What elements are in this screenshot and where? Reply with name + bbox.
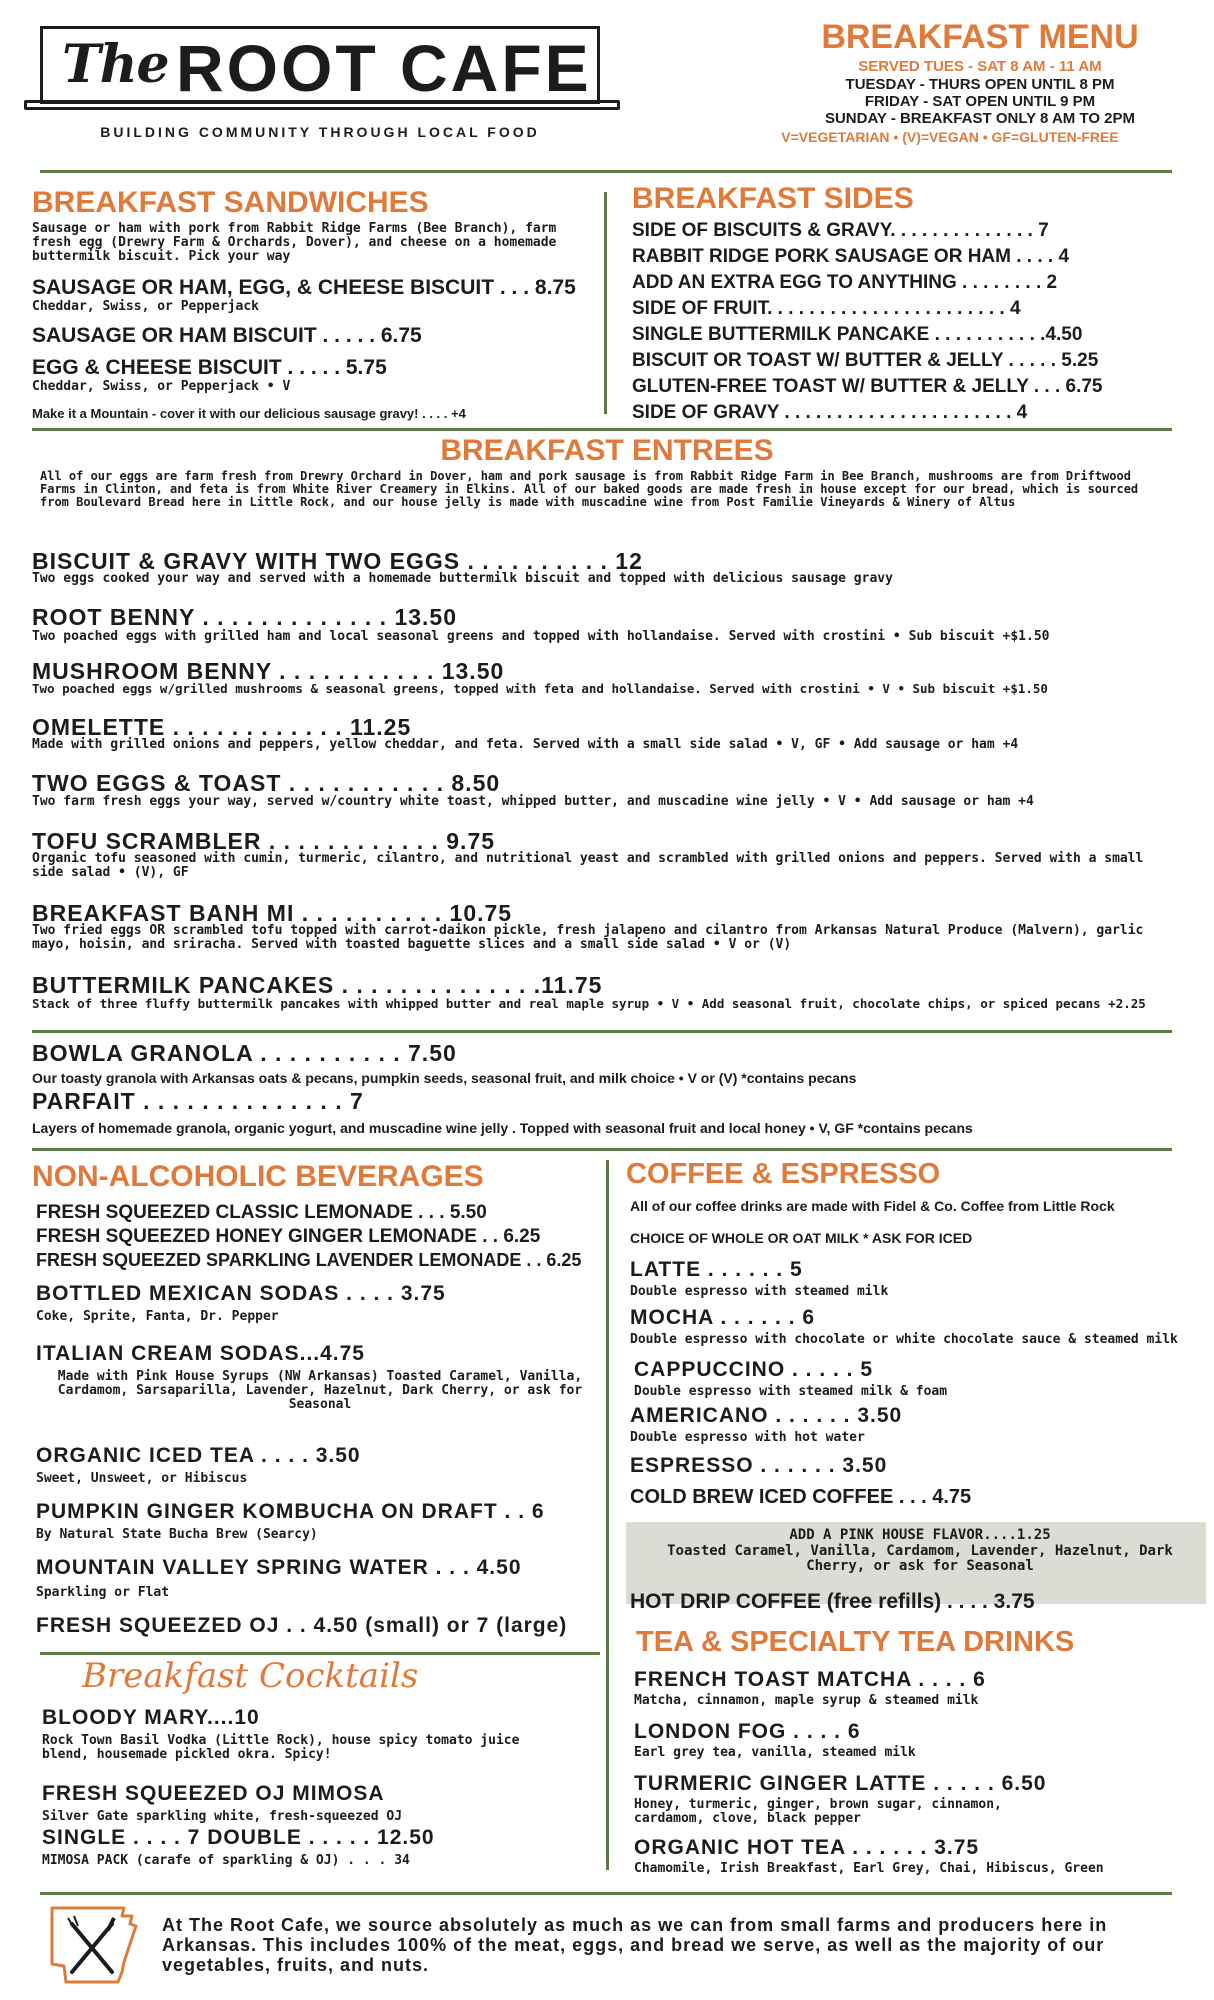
tea-desc: Chamomile, Irish Breakfast, Earl Grey, Chai, Hibiscus, Green — [634, 1861, 1104, 1876]
diet-legend: V=VEGETARIAN • (V)=VEGAN • GF=GLUTEN-FREE — [781, 129, 1119, 145]
coffee-desc: Double espresso with steamed milk & foam — [634, 1384, 948, 1399]
mimosa-sizes: SINGLE . . . . 7 DOUBLE . . . . . 12.50 — [42, 1826, 435, 1849]
entree-item: MUSHROOM BENNY . . . . . . . . . . . 13.50 — [32, 658, 505, 684]
entree-desc: Two eggs cooked your way and served with a homemade buttermilk biscuit and topped with delicious sausage gravy — [32, 571, 893, 586]
milk-choice: CHOICE OF WHOLE OR OAT MILK * ASK FOR ICED — [630, 1230, 973, 1246]
entree-item: ROOT BENNY . . . . . . . . . . . . . 13.50 — [32, 604, 458, 630]
tagline: BUILDING COMMUNITY THROUGH LOCAL FOOD — [100, 124, 540, 140]
divider — [32, 1148, 1172, 1151]
divider — [40, 170, 1172, 173]
sandwich-desc: Cheddar, Swiss, or Pepperjack • V — [32, 379, 291, 394]
beverage-desc: By Natural State Bucha Brew (Searcy) — [36, 1527, 318, 1542]
sandwich-item: SAUSAGE OR HAM, EGG, & CHEESE BISCUIT . . . 8.75 — [32, 276, 576, 299]
side-item: RABBIT RIDGE PORK SAUSAGE OR HAM . . . . 4 — [632, 246, 1070, 267]
tea-desc: Earl grey tea, vanilla, steamed milk — [634, 1745, 916, 1760]
entree-item: TWO EGGS & TOAST . . . . . . . . . . . 8.50 — [32, 770, 501, 796]
entree-desc: Two farm fresh eggs your way, served w/country white toast, whipped butter, and muscadine wine jelly • V • Add sausage or ham +4 — [32, 794, 1034, 809]
logo-the: The — [62, 34, 169, 95]
beverage-item: ITALIAN CREAM SODAS...4.75 — [36, 1342, 365, 1365]
cocktail-item: BLOODY MARY....10 — [42, 1706, 260, 1729]
entree-desc: Organic tofu seasoned with cumin, turmeric, cilantro, and nutritional yeast and scrambled with grilled onions and peppers. Served with a small side salad • (V), GF — [32, 851, 1144, 880]
side-item: SIDE OF BISCUITS & GRAVY. . . . . . . . . . . . . . 7 — [632, 220, 1049, 241]
menu-title: BREAKFAST MENU — [821, 18, 1139, 56]
served-hours: SERVED TUES - SAT 8 AM - 11 AM — [858, 58, 1102, 75]
divider — [40, 1652, 600, 1655]
mountain-upgrade: Make it a Mountain - cover it with our delicious sausage gravy! . . . . +4 — [32, 406, 466, 421]
entree-item: BISCUIT & GRAVY WITH TWO EGGS . . . . . . . . . . 12 — [32, 548, 643, 574]
coffee-desc: Double espresso with steamed milk — [630, 1284, 889, 1299]
arkansas-fork-knife-icon — [46, 1902, 142, 1988]
divider — [32, 1030, 1172, 1033]
entree-desc: Two poached eggs w/grilled mushrooms & seasonal greens, topped with feta and hollandaise. Served with crostini • V • Sub biscuit +$1.50 — [32, 681, 1048, 696]
lemonade-item: FRESH SQUEEZED HONEY GINGER LEMONADE . . 6.25 — [36, 1226, 541, 1247]
beverage-item: FRESH SQUEEZED OJ . . 4.50 (small) or 7 (large) — [36, 1614, 568, 1637]
entrees-title: BREAKFAST ENTREES — [440, 434, 774, 467]
flavor-desc: Toasted Caramel, Vanilla, Cardamom, Lavender, Hazelnut, Dark Cherry, or ask for Seasonal — [667, 1543, 1173, 1574]
coffee-intro: All of our coffee drinks are made with Fidel & Co. Coffee from Little Rock — [630, 1198, 1115, 1214]
coffee-title: COFFEE & ESPRESSO — [626, 1158, 941, 1190]
side-item: SIDE OF FRUIT. . . . . . . . . . . . . . . . . . . . . . . 4 — [632, 298, 1021, 319]
parfait-desc: Layers of homemade granola, organic yogurt, and muscadine wine jelly . Topped with seasonal fruit and local honey • V, GF *contains pecans — [32, 1120, 973, 1136]
beverage-item: PUMPKIN GINGER KOMBUCHA ON DRAFT . . 6 — [36, 1500, 545, 1523]
side-item: SINGLE BUTTERMILK PANCAKE . . . . . . . . . . .4.50 — [632, 324, 1083, 345]
beverage-item: BOTTLED MEXICAN SODAS . . . . 3.75 — [36, 1282, 446, 1305]
beverage-desc: Made with Pink House Syrups (NW Arkansas) Toasted Caramel, Vanilla, Cardamom, Sarsaparilla, Lavender, Hazelnut, Dark Cherry, or ask for Seasonal — [57, 1369, 583, 1412]
beverage-desc: Coke, Sprite, Fanta, Dr. Pepper — [36, 1309, 279, 1324]
coffee-item: LATTE . . . . . . 5 — [630, 1258, 803, 1281]
cocktails-title: Breakfast Cocktails — [82, 1656, 419, 1696]
divider — [604, 192, 607, 414]
tea-item: ORGANIC HOT TEA . . . . . . 3.75 — [634, 1836, 980, 1859]
tea-desc: Matcha, cinnamon, maple syrup & steamed milk — [634, 1693, 979, 1708]
tea-title: TEA & SPECIALTY TEA DRINKS — [636, 1626, 1075, 1658]
tea-item: LONDON FOG . . . . 6 — [634, 1720, 861, 1743]
entree-item: BREAKFAST BANH MI . . . . . . . . . . 10.75 — [32, 900, 513, 926]
side-item: BISCUIT OR TOAST W/ BUTTER & JELLY . . . . . 5.25 — [632, 350, 1099, 371]
mimosa-pack: MIMOSA PACK (carafe of sparkling & OJ) . . . 34 — [42, 1853, 410, 1868]
hours-line: TUESDAY - THURS OPEN UNTIL 8 PM — [845, 76, 1115, 93]
side-item: SIDE OF GRAVY . . . . . . . . . . . . . . . . . . . . . . 4 — [632, 402, 1028, 423]
sides-title: BREAKFAST SIDES — [632, 182, 914, 215]
divider — [40, 1892, 1172, 1895]
hours-line: SUNDAY - BREAKFAST ONLY 8 AM TO 2PM — [824, 110, 1136, 127]
entrees-intro: All of our eggs are farm fresh from Drewry Orchard in Dover, ham and pork sausage is from Rabbit Ridge Farm in Bee Branch, mushrooms are from Driftwood Farms in Clinton, and feta is from White River Creamery in Elkins. All of our baked goods are made fresh in house except for our bread, which is sourced from Boulevard Bread here in Little Rock, and our house jelly is made with muscadine wine from Post Familie Vineyards & Winery of Altus — [40, 469, 1139, 509]
cocktail-item: FRESH SQUEEZED OJ MIMOSA — [42, 1782, 385, 1805]
cocktail-desc: Rock Town Basil Vodka (Little Rock), house spicy tomato juice blend, housemade pickled okra. Spicy! — [42, 1733, 520, 1762]
entree-item: TOFU SCRAMBLER . . . . . . . . . . . . 9.75 — [32, 828, 496, 854]
tea-item: FRENCH TOAST MATCHA . . . . 6 — [634, 1668, 986, 1691]
entree-desc: Stack of three fluffy buttermilk pancakes with whipped butter and real maple syrup • V • Add seasonal fruit, chocolate chips, or spiced pecans +2.25 — [32, 996, 1146, 1011]
coffee-item: MOCHA . . . . . . 6 — [630, 1306, 816, 1329]
entree-desc: Two poached eggs with grilled ham and local seasonal greens and topped with hollandaise. Served with crostini • Sub biscuit +$1.50 — [32, 629, 1050, 644]
tea-item: TURMERIC GINGER LATTE . . . . . 6.50 — [634, 1772, 1047, 1795]
lemonade-item: FRESH SQUEEZED SPARKLING LAVENDER LEMONADE . . 6.25 — [36, 1250, 582, 1270]
divider — [606, 1160, 609, 1870]
beverage-desc: Sparkling or Flat — [36, 1585, 170, 1600]
sandwich-desc: Cheddar, Swiss, or Pepperjack — [32, 299, 259, 314]
beverage-item: MOUNTAIN VALLEY SPRING WATER . . . 4.50 — [36, 1556, 522, 1579]
sandwich-item: SAUSAGE OR HAM BISCUIT . . . . . 6.75 — [32, 324, 422, 347]
parfait-item: PARFAIT . . . . . . . . . . . . . . 7 — [32, 1088, 364, 1114]
hours-line: FRIDAY - SAT OPEN UNTIL 9 PM — [864, 93, 1096, 110]
coffee-item: AMERICANO . . . . . . 3.50 — [630, 1404, 903, 1427]
granola-desc: Our toasty granola with Arkansas oats & pecans, pumpkin seeds, seasonal fruit, and milk choice • V or (V) *contains pecans — [32, 1070, 857, 1086]
beverages-title: NON-ALCOHOLIC BEVERAGES — [32, 1160, 484, 1193]
sandwiches-intro: Sausage or ham with pork from Rabbit Ridge Farms (Bee Branch), farm fresh egg (Drewry Farm & Orchards, Dover), and cheese on a homemade buttermilk biscuit. Pick your way — [32, 221, 557, 264]
side-item: GLUTEN-FREE TOAST W/ BUTTER & JELLY . . . 6.75 — [632, 376, 1103, 397]
sandwiches-title: BREAKFAST SANDWICHES — [32, 186, 429, 219]
divider — [32, 428, 1172, 431]
coffee-item: CAPPUCCINO . . . . . 5 — [634, 1358, 874, 1381]
logo-name: ROOT CAFE — [176, 31, 592, 105]
entree-item: OMELETTE . . . . . . . . . . . . 11.25 — [32, 714, 412, 740]
flavor-title: ADD A PINK HOUSE FLAVOR....1.25 — [789, 1527, 1051, 1543]
lemonade-item: FRESH SQUEEZED CLASSIC LEMONADE . . . 5.50 — [36, 1202, 487, 1223]
beverage-desc: Sweet, Unsweet, or Hibiscus — [36, 1471, 248, 1486]
beverage-item: ORGANIC ICED TEA . . . . 3.50 — [36, 1444, 361, 1467]
coffee-desc: Double espresso with chocolate or white chocolate sauce & steamed milk — [630, 1332, 1178, 1347]
footer-sourcing-note: At The Root Cafe, we source absolutely as much as we can from small farms and producers here in Arkansas. This includes 100% of the meat, eggs, and bread we serve, as well as the majority of our vegetables, fruits, and nuts. — [162, 1915, 1108, 1975]
drip-coffee: HOT DRIP COFFEE (free refills) . . . . 3.75 — [630, 1590, 1035, 1613]
coffee-item: COLD BREW ICED COFFEE . . . 4.75 — [630, 1486, 972, 1508]
side-item: ADD AN EXTRA EGG TO ANYTHING . . . . . . . . 2 — [632, 272, 1058, 293]
coffee-item: ESPRESSO . . . . . . 3.50 — [630, 1454, 888, 1477]
granola-item: BOWLA GRANOLA . . . . . . . . . . 7.50 — [32, 1040, 457, 1066]
entree-desc: Made with grilled onions and peppers, yellow cheddar, and feta. Served with a small side salad • V, GF • Add sausage or ham +4 — [32, 737, 1019, 752]
tea-desc: Honey, turmeric, ginger, brown sugar, cinnamon, cardamom, clove, black pepper — [634, 1797, 1002, 1826]
cocktail-desc: Silver Gate sparkling white, fresh-squeezed OJ — [42, 1809, 403, 1824]
sandwich-item: EGG & CHEESE BISCUIT . . . . . 5.75 — [32, 356, 387, 379]
coffee-desc: Double espresso with hot water — [630, 1430, 865, 1445]
entree-item: BUTTERMILK PANCAKES . . . . . . . . . . . . . .11.75 — [32, 972, 603, 998]
entree-desc: Two fried eggs OR scrambled tofu topped with carrot-daikon pickle, fresh jalapeno and cilantro from Arkansas Natural Produce (Malvern), garlic mayo, hoisin, and sriracha. Served with toasted baguette slices and a small side salad • V or (V) — [32, 923, 1144, 952]
